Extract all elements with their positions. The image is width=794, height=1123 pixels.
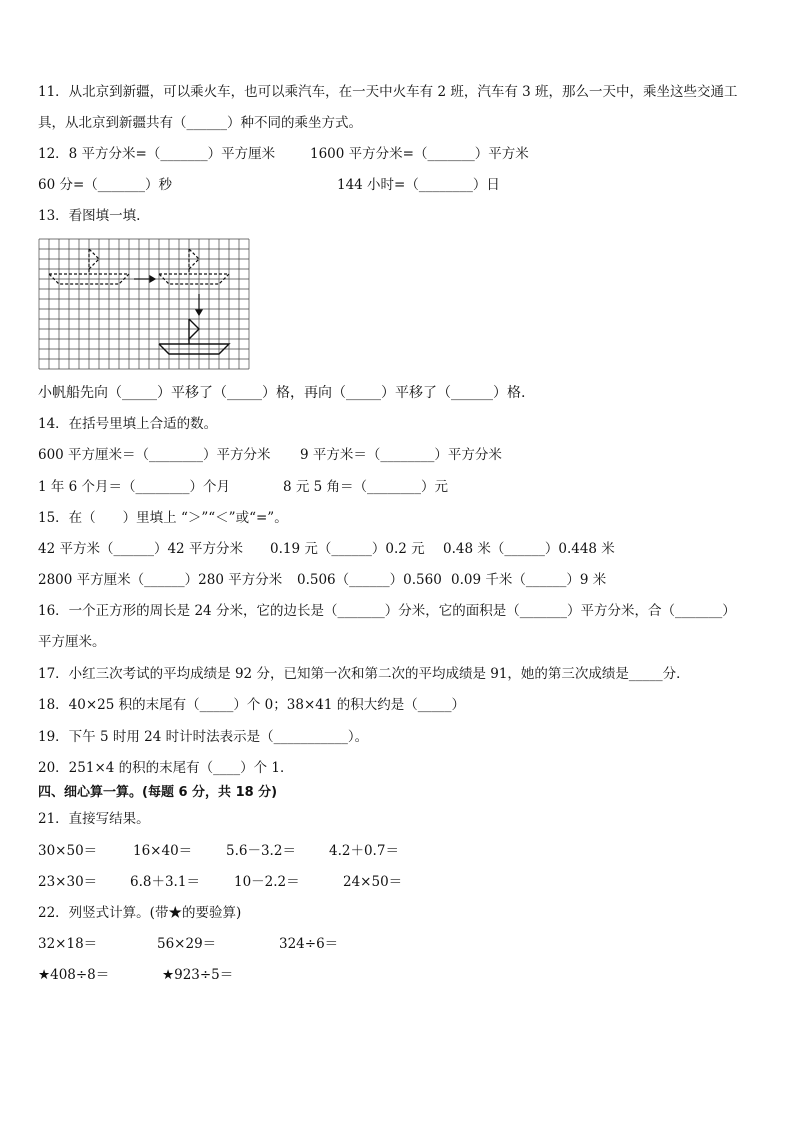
q17: 17．小红三次考试的平均成绩是 92 分，已知第一次和第二次的平均成绩是 91，她的第三次成绩是_____分． bbox=[38, 666, 690, 682]
q12-d: 144 小时=（________）日 bbox=[337, 177, 500, 193]
q12-a: 12．8 平方分米=（_______）平方厘米 bbox=[38, 146, 276, 162]
q22-r2-c1: ★408÷8＝ bbox=[38, 967, 110, 983]
q12-c: 60 分=（_______）秒 bbox=[38, 177, 173, 193]
q21-r2-c2: 6.8＋3.1＝ bbox=[130, 874, 200, 890]
q21-r1-c2: 16×40＝ bbox=[133, 843, 193, 859]
q22-r1-c1: 32×18＝ bbox=[38, 936, 98, 952]
q21-r1-c4: 4.2＋0.7＝ bbox=[329, 843, 399, 859]
q16-line1: 16．一个正方形的周长是 24 分米，它的边长是（_______）分米，它的面积是（_______）平方分米，合（_______） bbox=[38, 603, 736, 619]
q20: 20．251×4 的积的末尾有（____）个 1． bbox=[38, 760, 294, 776]
q11-line1: 11．从北京到新疆，可以乘火车，也可以乘汽车，在一天中火车有 2 班，汽车有 3 班，那么一天中，乘坐这些交通工 bbox=[38, 84, 738, 100]
q14-c: 1 年 6 个月＝（________）个月 bbox=[38, 479, 231, 495]
q14-d: 8 元 5 角＝（________）元 bbox=[283, 479, 449, 495]
q14-title: 14．在括号里填上合适的数。 bbox=[38, 416, 218, 432]
q21-r1-c1: 30×50＝ bbox=[38, 843, 98, 859]
q18: 18．40×25 积的末尾有（_____）个 0；38×41 的积大约是（_____） bbox=[38, 697, 465, 713]
q19: 19．下午 5 时用 24 时计时法表示是（___________）。 bbox=[38, 729, 369, 745]
q15-d: 2800 平方厘米（______）280 平方分米 bbox=[38, 572, 283, 588]
q15-f: 0.09 千米（______）9 米 bbox=[451, 572, 607, 588]
sailboat-grid-figure bbox=[38, 238, 253, 370]
q22-title: 22．列竖式计算。(带★的要验算) bbox=[38, 905, 242, 921]
q22-r2-c2: ★923÷5＝ bbox=[162, 967, 234, 983]
arrow-right-icon bbox=[134, 276, 155, 282]
q15-c: 0.48 米（______）0.448 米 bbox=[443, 541, 615, 557]
q14-b: 9 平方米＝（________）平方分米 bbox=[300, 447, 502, 463]
q15-b: 0.19 元（______）0.2 元 bbox=[270, 541, 425, 557]
section4-heading: 四、细心算一算。(每题 6 分，共 18 分) bbox=[38, 785, 278, 800]
q22-r1-c2: 56×29＝ bbox=[157, 936, 217, 952]
q11-line2: 具，从北京到新疆共有（______）种不同的乘坐方式。 bbox=[38, 115, 362, 131]
q22-r1-c3: 324÷6＝ bbox=[279, 936, 339, 952]
q15-a: 42 平方米（______）42 平方分米 bbox=[38, 541, 243, 557]
q12-b: 1600 平方分米=（_______）平方米 bbox=[310, 146, 529, 162]
q21-r1-c3: 5.6－3.2＝ bbox=[226, 843, 296, 859]
q21-r2-c3: 10－2.2＝ bbox=[234, 874, 300, 890]
q21-title: 21．直接写结果。 bbox=[38, 811, 150, 827]
q13-title: 13．看图填一填. bbox=[38, 208, 141, 224]
q15-e: 0.506（______）0.560 bbox=[297, 572, 442, 588]
q21-r2-c1: 23×30＝ bbox=[38, 874, 98, 890]
q16-line2: 平方厘米。 bbox=[38, 634, 106, 650]
q14-a: 600 平方厘米＝（________）平方分米 bbox=[38, 447, 271, 463]
grid-lines bbox=[39, 239, 249, 369]
q13-fill: 小帆船先向（_____）平移了（_____）格，再向（_____）平移了（______）格. bbox=[38, 385, 526, 401]
arrow-down-icon bbox=[196, 294, 202, 315]
q21-r2-c4: 24×50＝ bbox=[343, 874, 403, 890]
q15-title: 15．在（ ）里填上 “＞”“＜”或“=”。 bbox=[38, 510, 288, 526]
